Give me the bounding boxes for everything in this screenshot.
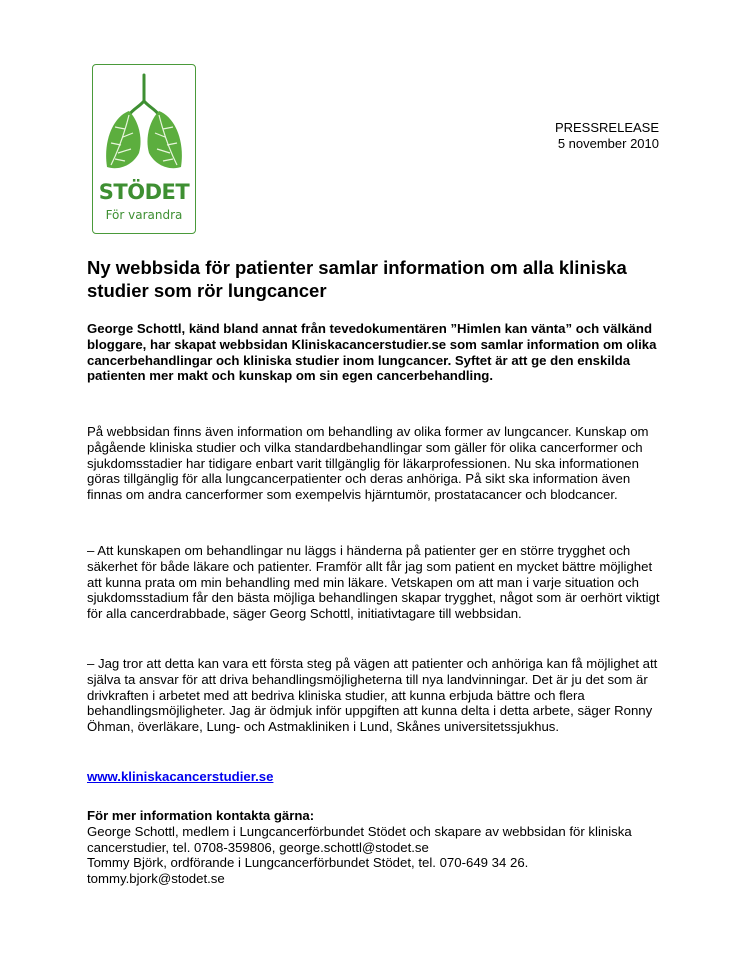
- lungs-icon: [99, 71, 189, 179]
- lead-paragraph: George Schottl, känd bland annat från tevedokumentären ”Himlen kan vänta” och välkänd bloggare, har skapat webbsidan Kliniskacancerstudier.se som samlar information om olika cancerbehandlingar och kliniska studier inom lungcancer. Syftet är att ge den enskilda patienten mer makt och kunskap om sin egen cancerbehandling.: [87, 321, 657, 384]
- body-paragraph-2: – Att kunskapen om behandlingar nu läggs i händerna på patienter ger en större trygghet och säkerhet för både läkare och patienter. Framför allt får jag som patient en mycket bättre möjlighet att kunna prata om min behandling med min läkare. Vetskapen om att man i varje situation och sjukdomsstadium får den bästa möjliga behandlingen skapar trygghet, något som är oerhört viktigt för alla cancerdrabbade, säger Georg Schottl, initiativtagare till webbsidan.: [87, 543, 660, 622]
- stodet-logo: [92, 64, 196, 234]
- press-release-date: 5 november 2010: [557, 136, 659, 151]
- contact-line-1: George Schottl, medlem i Lungcancerförbundet Stödet och skapare av webbsidan för kliniska cancerstudier, tel. 0708-359806, george.schottl@stodet.se: [87, 823, 632, 855]
- contact-section: [87, 808, 667, 887]
- body-paragraph-3: – Jag tror att detta kan vara ett första steg på vägen att patienter och anhöriga kan få möjlighet att själva ta ansvar för att driva behandlingsmöjligheterna till nya landvinningar. Det är ju det som är drivkraften i arbetet med att bedriva kliniska studier, att kunna erbjuda bättre och flera behandlingsmöjligheter. Jag är ödmjuk inför uppgiften att kunna delta i detta arbete, säger Ronny Öhman, överläkare, Lung- och Astmakliniken i Lund, Skånes universitetssjukhus.: [87, 656, 658, 735]
- press-release-label: PRESSRELEASE: [554, 120, 659, 135]
- page-title: Ny webbsida för patienter samlar information om alla kliniska studier som rör lungcancer: [87, 257, 627, 301]
- press-release-header: [555, 120, 659, 152]
- website-link[interactable]: www.kliniskacancerstudier.se: [87, 769, 274, 784]
- logo-tagline: För varandra: [105, 208, 183, 222]
- contact-heading: För mer information kontakta gärna:: [87, 808, 315, 823]
- body-paragraph-1: På webbsidan finns även information om behandling av olika former av lungcancer. Kunskap om pågående kliniska studier och vilka standardbehandlingar som gäller för olika cancerformer och sjukdomsstadier har tidigare enbart varit tillgänglig för läkarprofessionen. Nu ska informationen göras tillgänglig för alla lungcancerpatienter och deras anhöriga. På sikt ska information även finnas om andra cancerformer som exempelvis hjärntumör, prostatacancer och blodcancer.: [87, 424, 649, 503]
- contact-line-2: Tommy Björk, ordförande i Lungcancerförbundet Stödet, tel. 070-649 34 26. tommy.bjork@stodet.se: [87, 855, 529, 887]
- logo-name: STÖDET: [98, 180, 190, 204]
